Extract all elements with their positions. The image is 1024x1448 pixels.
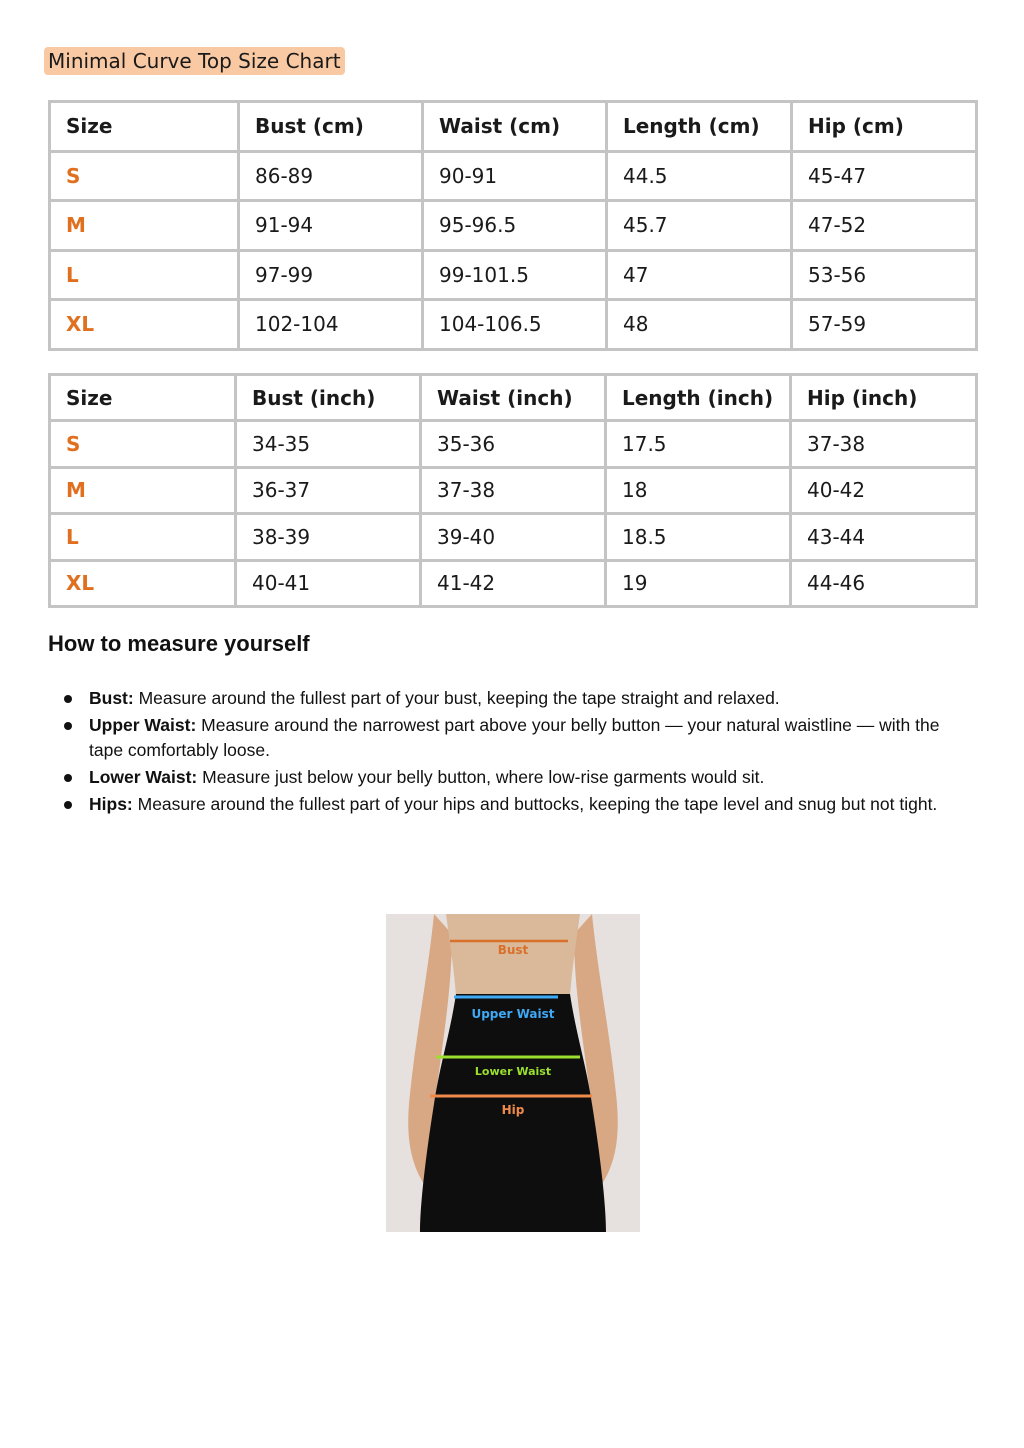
table-cell: 18 bbox=[606, 467, 791, 513]
table-cell: 48 bbox=[607, 300, 792, 350]
table-cell: 34-35 bbox=[236, 421, 421, 467]
table-row bbox=[50, 514, 977, 560]
table-header-row bbox=[50, 375, 977, 421]
table-cell: 19 bbox=[606, 560, 791, 606]
table-cell: 102-104 bbox=[239, 300, 423, 350]
table-cell: 37-38 bbox=[791, 421, 977, 467]
size-label: XL bbox=[50, 300, 239, 350]
list-item bbox=[48, 765, 978, 790]
column-header: Waist (cm) bbox=[423, 102, 607, 152]
size-label: M bbox=[50, 467, 236, 513]
table-cell: 90-91 bbox=[423, 151, 607, 201]
column-header: Length (cm) bbox=[607, 102, 792, 152]
table-cell: 95-96.5 bbox=[423, 201, 607, 251]
measurement-figure bbox=[386, 914, 640, 1232]
table-row bbox=[50, 467, 977, 513]
table-cell: 57-59 bbox=[792, 300, 977, 350]
column-header: Bust (cm) bbox=[239, 102, 423, 152]
bullet-icon bbox=[64, 801, 72, 809]
page-title: Minimal Curve Top Size Chart bbox=[44, 47, 345, 75]
table-header-row bbox=[50, 102, 977, 152]
size-label: XL bbox=[50, 560, 236, 606]
table-cell: 41-42 bbox=[421, 560, 606, 606]
size-table-inch bbox=[48, 373, 978, 608]
bust-label: Bust bbox=[497, 943, 529, 957]
list-item bbox=[48, 686, 978, 711]
table-cell: 18.5 bbox=[606, 514, 791, 560]
size-table-cm bbox=[48, 100, 978, 351]
size-label: S bbox=[50, 151, 239, 201]
table-row bbox=[50, 300, 977, 350]
table-row bbox=[50, 421, 977, 467]
table-cell: 36-37 bbox=[236, 467, 421, 513]
list-item bbox=[48, 792, 978, 817]
bullet-icon bbox=[64, 722, 72, 730]
table-cell: 44-46 bbox=[791, 560, 977, 606]
table-cell: 47-52 bbox=[792, 201, 977, 251]
measurement-illustration bbox=[386, 914, 640, 1232]
measure-text: Measure around the narrowest part above your belly button — your natural waistline — with the tape comfortably loose. bbox=[89, 715, 940, 760]
column-header: Hip (cm) bbox=[792, 102, 977, 152]
table-row bbox=[50, 250, 977, 300]
table-cell: 45-47 bbox=[792, 151, 977, 201]
measure-term: Upper Waist: bbox=[89, 715, 197, 735]
table-cell: 43-44 bbox=[791, 514, 977, 560]
list-item bbox=[48, 713, 978, 763]
table-cell: 37-38 bbox=[421, 467, 606, 513]
size-label: L bbox=[50, 250, 239, 300]
measure-heading: How to measure yourself bbox=[48, 631, 310, 656]
column-header: Hip (inch) bbox=[791, 375, 977, 421]
size-label: L bbox=[50, 514, 236, 560]
measure-term: Lower Waist: bbox=[89, 767, 198, 787]
table-cell: 44.5 bbox=[607, 151, 792, 201]
table-cell: 47 bbox=[607, 250, 792, 300]
table-cell: 39-40 bbox=[421, 514, 606, 560]
table-cell: 35-36 bbox=[421, 421, 606, 467]
lower-waist-label: Lower Waist bbox=[474, 1065, 552, 1078]
upper-waist-label: Upper Waist bbox=[471, 1007, 555, 1021]
table-cell: 99-101.5 bbox=[423, 250, 607, 300]
table-cell: 17.5 bbox=[606, 421, 791, 467]
size-label: M bbox=[50, 201, 239, 251]
column-header: Size bbox=[50, 375, 236, 421]
measure-instructions bbox=[48, 686, 978, 819]
measure-text: Measure around the fullest part of your bust, keeping the tape straight and relaxed. bbox=[133, 688, 780, 708]
size-label: S bbox=[50, 421, 236, 467]
column-header: Waist (inch) bbox=[421, 375, 606, 421]
measure-term: Hips: bbox=[89, 794, 133, 814]
table-cell: 53-56 bbox=[792, 250, 977, 300]
table-cell: 91-94 bbox=[239, 201, 423, 251]
measure-term: Bust: bbox=[89, 688, 134, 708]
table-cell: 40-41 bbox=[236, 560, 421, 606]
measure-text: Measure just below your belly button, where low-rise garments would sit. bbox=[197, 767, 765, 787]
hip-label: Hip bbox=[501, 1103, 525, 1117]
table-cell: 38-39 bbox=[236, 514, 421, 560]
table-row bbox=[50, 151, 977, 201]
table-cell: 104-106.5 bbox=[423, 300, 607, 350]
table-cell: 86-89 bbox=[239, 151, 423, 201]
column-header: Length (inch) bbox=[606, 375, 791, 421]
table-row bbox=[50, 560, 977, 606]
column-header: Bust (inch) bbox=[236, 375, 421, 421]
bullet-icon bbox=[64, 695, 72, 703]
table-cell: 97-99 bbox=[239, 250, 423, 300]
column-header: Size bbox=[50, 102, 239, 152]
table-cell: 40-42 bbox=[791, 467, 977, 513]
bullet-icon bbox=[64, 774, 72, 782]
measure-text: Measure around the fullest part of your hips and buttocks, keeping the tape level and snug but not tight. bbox=[132, 794, 938, 814]
table-cell: 45.7 bbox=[607, 201, 792, 251]
table-row bbox=[50, 201, 977, 251]
